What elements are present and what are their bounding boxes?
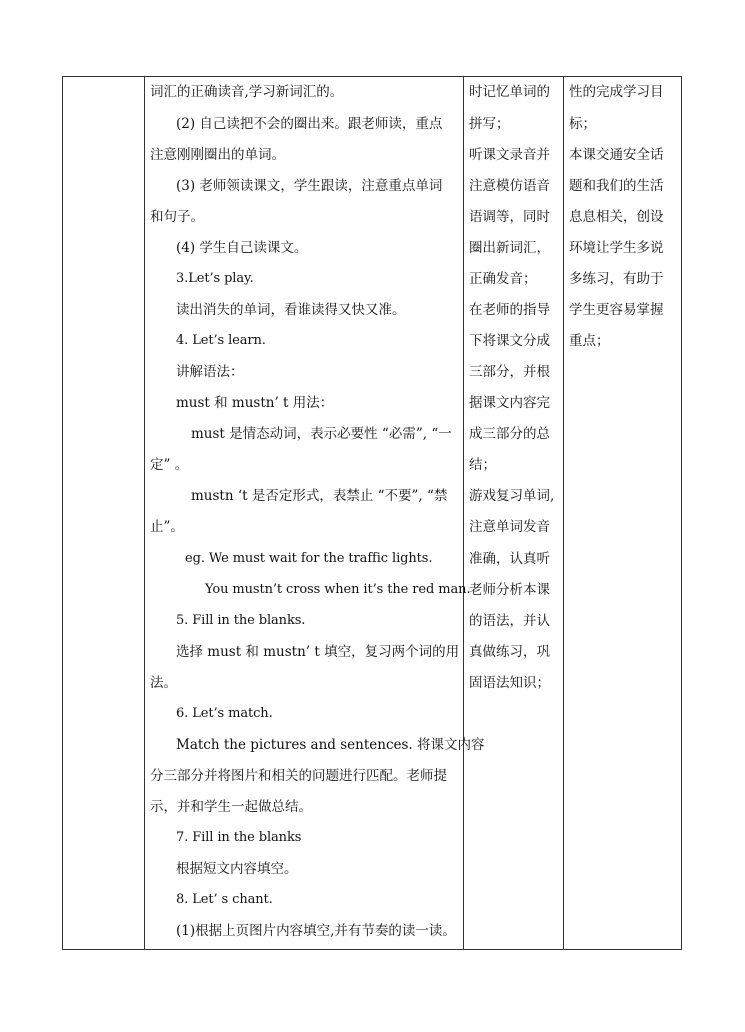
student-line: 在老师的指导 bbox=[469, 302, 550, 318]
student-line: 成三部分的总 bbox=[469, 426, 550, 442]
main-line: 止”。 bbox=[150, 519, 184, 535]
student-line: 据课文内容完 bbox=[469, 395, 550, 411]
purpose-line: 标； bbox=[569, 116, 596, 132]
purpose-line: 题和我们的生活 bbox=[569, 178, 664, 194]
student-line: 准确，认真听 bbox=[469, 551, 550, 567]
student-line: 固语法知识； bbox=[469, 675, 550, 691]
main-line: Match the pictures and sentences. 将课文内容 bbox=[176, 737, 485, 753]
main-line: You mustn’t cross when it’s the red man. bbox=[205, 582, 471, 597]
student-line: 正确发音； bbox=[469, 271, 537, 287]
student-line: 听课文录音并 bbox=[469, 147, 550, 163]
main-line: 示，并和学生一起做总结。 bbox=[150, 799, 312, 815]
section-label-cell bbox=[63, 77, 144, 949]
main-line: 注意刚刚圈出的单词。 bbox=[150, 147, 285, 163]
main-line: 读出消失的单词，看谁读得又快又准。 bbox=[176, 302, 406, 318]
main-line: eg. We must wait for the traffic lights. bbox=[185, 551, 433, 566]
main-line: (3) 老师领读课文，学生跟读，注意重点单词 bbox=[176, 178, 443, 194]
student-line: 的语法，并认 bbox=[469, 613, 550, 629]
main-line: 分三部分并将图片和相关的问题进行匹配。老师提 bbox=[150, 768, 447, 784]
student-line: 注意模仿语音 bbox=[469, 178, 550, 194]
main-line: 和句子。 bbox=[150, 209, 204, 225]
student-line: 真做练习，巩 bbox=[469, 644, 550, 660]
main-line: 5. Fill in the blanks. bbox=[176, 613, 306, 628]
student-line: 游戏复习单词, bbox=[469, 488, 555, 504]
column-divider-3 bbox=[563, 77, 564, 949]
main-line: must 是情态动词，表示必要性 “必需”, “一 bbox=[191, 426, 452, 442]
column-divider-2 bbox=[463, 77, 464, 949]
main-line: 讲解语法： bbox=[176, 364, 244, 380]
lesson-plan-table bbox=[62, 76, 682, 950]
purpose-line: 息息相关，创设 bbox=[569, 209, 664, 225]
student-line: 时记忆单词的 bbox=[469, 84, 550, 100]
main-line: 法。 bbox=[150, 675, 177, 691]
main-line: 6. Let’s match. bbox=[176, 706, 273, 721]
column-divider-1 bbox=[144, 77, 145, 949]
main-line: must 和 mustn’ t 用法： bbox=[176, 395, 334, 411]
main-line: 定” 。 bbox=[150, 457, 189, 473]
purpose-line: 多练习，有助于 bbox=[569, 271, 664, 287]
student-line: 老师分析本课 bbox=[469, 582, 550, 598]
purpose-line: 本课交通安全话 bbox=[569, 147, 664, 163]
purpose-line: 环境让学生多说 bbox=[569, 240, 664, 256]
main-line: mustn ‘t 是否定形式，表禁止 “不要”, “禁 bbox=[191, 488, 448, 504]
main-line: 词汇的正确读音,学习新词汇的。 bbox=[150, 84, 344, 100]
main-line: 选择 must 和 mustn’ t 填空，复习两个词的用 bbox=[176, 644, 460, 660]
main-line: 8. Let’ s chant. bbox=[176, 892, 273, 907]
main-line: (4) 学生自己读课文。 bbox=[176, 240, 308, 256]
student-line: 圈出新词汇， bbox=[469, 240, 550, 256]
purpose-line: 重点； bbox=[569, 333, 610, 349]
purpose-line: 性的完成学习目 bbox=[569, 84, 664, 100]
main-line: (1)根据上页图片内容填空,并有节奏的读一读。 bbox=[176, 923, 456, 939]
student-line: 语调等，同时 bbox=[469, 209, 550, 225]
main-line: (2) 自己读把不会的圈出来。跟老师读，重点 bbox=[176, 116, 443, 132]
main-line: 4. Let’s learn. bbox=[176, 333, 266, 348]
student-line: 结； bbox=[469, 457, 496, 473]
student-line: 注意单词发音 bbox=[469, 519, 550, 535]
purpose-line: 学生更容易掌握 bbox=[569, 302, 664, 318]
student-line: 下将课文分成 bbox=[469, 333, 550, 349]
main-line: 根据短文内容填空。 bbox=[176, 861, 298, 877]
student-line: 三部分，并根 bbox=[469, 364, 550, 380]
student-line: 拼写； bbox=[469, 116, 510, 132]
main-line: 7. Fill in the blanks bbox=[176, 830, 302, 845]
main-line: 3.Let’s play. bbox=[176, 271, 254, 286]
